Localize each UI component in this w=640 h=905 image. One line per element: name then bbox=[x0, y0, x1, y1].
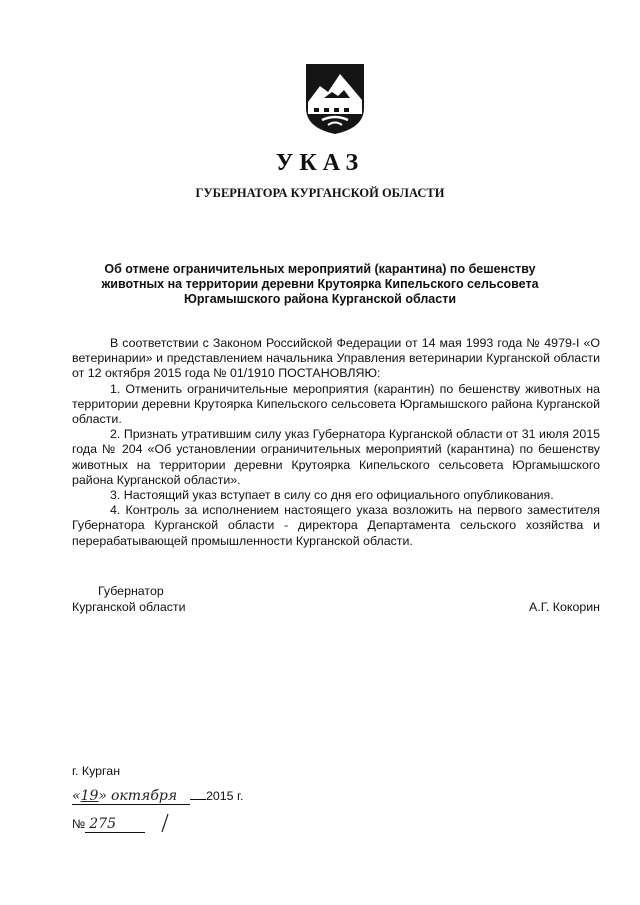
decree-title: УКАЗ bbox=[275, 150, 365, 176]
signer-title-line: Курганской области bbox=[72, 599, 186, 614]
issuer-name: ГУБЕРНАТОРА КУРГАНСКОЙ ОБЛАСТИ bbox=[195, 186, 445, 200]
signer-title-line: Губернатор bbox=[98, 584, 164, 598]
number-handwritten: 275 bbox=[85, 816, 145, 833]
body-paragraph: В соответствии с Законом Российской Федерации от 14 мая 1993 года № 4979-I «О ветеринарии» и представлением начальника Управления ветеринарии Курганской области от 12 октября 2015 года № 01/1910 ПОСТАНОВЛЯЮ: bbox=[72, 336, 600, 381]
decree-body bbox=[72, 336, 600, 549]
signer-title bbox=[72, 584, 186, 615]
date-month: октября bbox=[110, 788, 178, 804]
body-paragraph: 1. Отменить ограничительные мероприятия (карантин) по бешенству животных на территории деревни Крутоярка Кипельского сельсовета Юргамышского района Курганской области. bbox=[72, 381, 600, 427]
subject-line: животных на территории деревни Крутоярка Кипельского сельсовета bbox=[101, 277, 539, 291]
body-paragraph: 2. Признать утратившим силу указ Губернатора Курганской области от 31 июля 2015 года № 204 «Об установлении ограничительных мероприятий (карантина) по бешенству животных на территории деревни Крутоярка Кипельского сельсовета Юргамышского района Курганской области». bbox=[72, 427, 600, 487]
handwritten-stroke bbox=[158, 812, 172, 834]
issue-date bbox=[72, 788, 272, 812]
decree-subject bbox=[100, 262, 540, 307]
number-prefix: № bbox=[72, 817, 86, 831]
subject-line: Юргамышского района Курганской области bbox=[183, 292, 457, 306]
issue-place: г. Курган bbox=[72, 764, 121, 778]
date-close-quote: » bbox=[98, 788, 107, 804]
date-open-quote: « bbox=[72, 788, 81, 804]
kurgan-oblast-coat-of-arms-icon bbox=[302, 62, 368, 136]
subject-line: Об отмене ограничительных мероприятий (карантина) по бешенству bbox=[104, 262, 536, 276]
date-handwritten-field bbox=[72, 788, 190, 805]
date-blank-line bbox=[190, 799, 206, 800]
signer-name: А.Г. Кокорин bbox=[528, 600, 600, 614]
decree-number bbox=[72, 816, 192, 842]
body-paragraph: 4. Контроль за исполнением настоящего указа возложить на первого заместителя Губернатора Курганской области - директора Департамента сельского хозяйства и перерабатывающей промышленности Курганской области. bbox=[72, 503, 600, 548]
date-day: 19 bbox=[80, 788, 99, 804]
body-paragraph: 3. Настоящий указ вступает в силу со дня его официального опубликования. bbox=[110, 488, 554, 503]
date-year: 2015 г. bbox=[206, 789, 244, 803]
